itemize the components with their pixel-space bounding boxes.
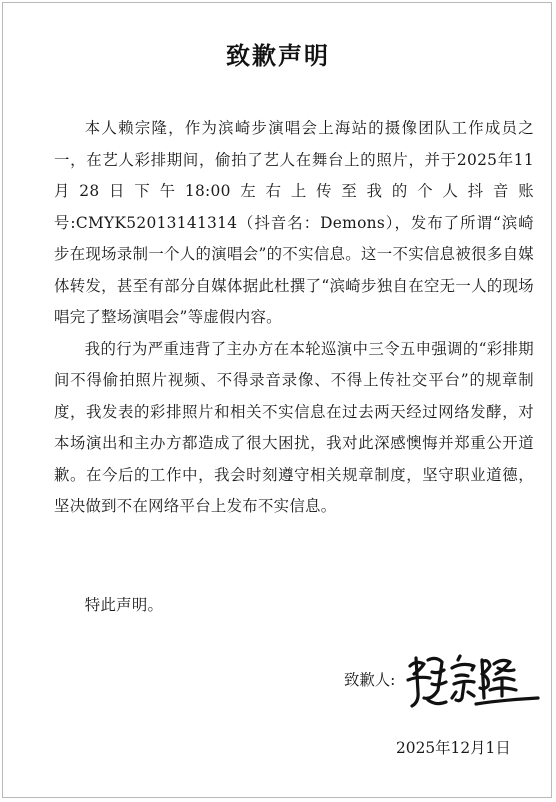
closing-line: 特此声明。	[84, 596, 164, 614]
statement-date: 2025年12月1日	[396, 739, 511, 757]
statement-body	[54, 113, 534, 523]
page-title: 致歉声明	[226, 42, 330, 70]
paragraph-2: 我的行为严重违背了主办方在本轮巡演中三令五申强调的“彩排期间不得偷拍照片视频、不得录音录像、不得上传社交平台”的规章制度，我发表的彩排照片和相关不实信息在过去两天经过网络发酵，对本场演出和主办方都造成了很大困扰，我对此深感懊悔并郑重公开道歉。在今后的工作中，我会时刻遵守相关规章制度，坚守职业道德，坚决做到不在网络平台上发布不实信息。	[54, 339, 534, 515]
closing-text	[54, 590, 534, 622]
handwritten-signature	[402, 640, 542, 714]
signature-label: 致歉人:	[344, 671, 396, 689]
paragraph-1: 本人赖宗隆，作为滨崎步演唱会上海站的摄像团队工作成员之一，在艺人彩排期间，偷拍了艺人在舞台上的照片，并于2025年11月28日下午18:00左右上传至我的个人抖音账号:CMYK52013141314（抖音名：Demons），发布了所谓“滨崎步在现场录制一个人的演唱会”的不实信息。这一不实信息被很多自媒体转发，甚至有部分自媒体据此杜撰了“滨崎步独自在空无一人的现场唱完了整场演唱会”等虚假内容。	[54, 119, 534, 326]
